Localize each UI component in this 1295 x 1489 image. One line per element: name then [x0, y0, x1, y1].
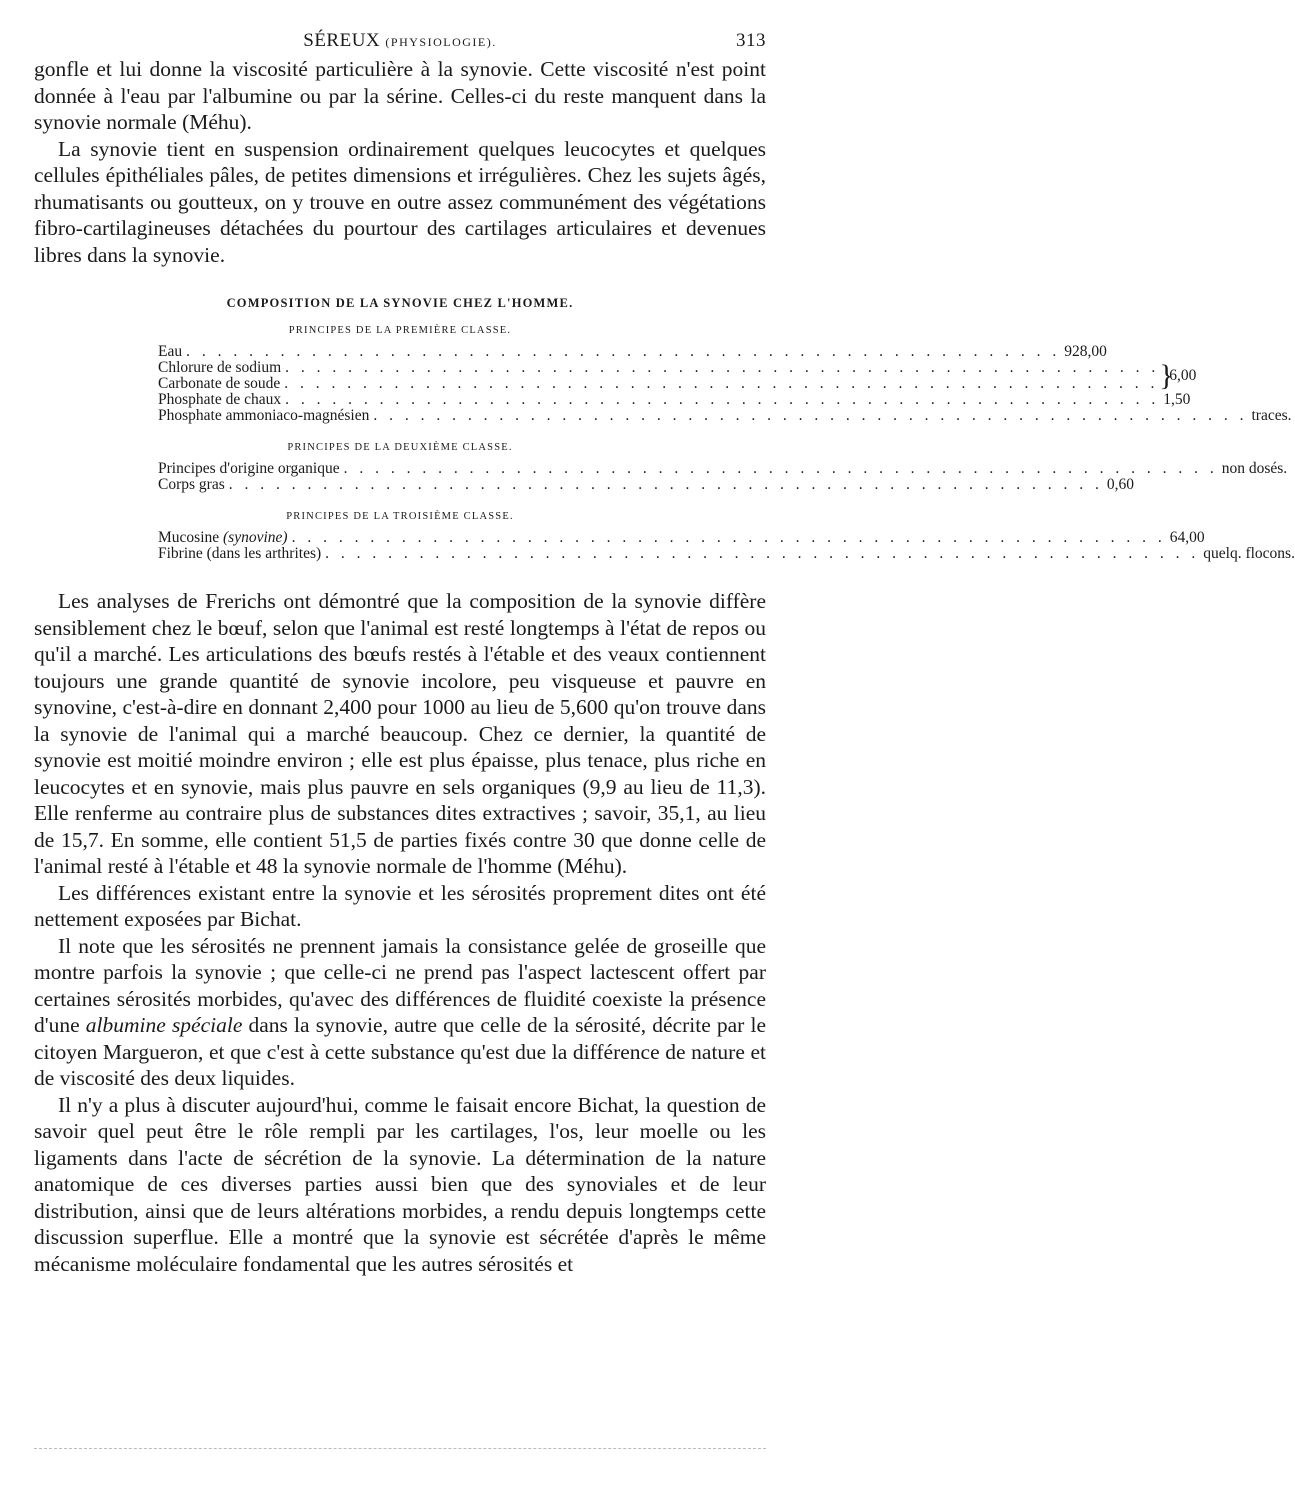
- class-2-title: PRINCIPES DE LA DEUXIÈME CLASSE.: [287, 442, 513, 453]
- bracketed-sub-rows: [158, 360, 1163, 392]
- leader-dots: [285, 392, 1159, 408]
- class-1-title: PRINCIPES DE LA PREMIÈRE CLASSE.: [288, 325, 512, 336]
- paragraph-5: [34, 933, 766, 1092]
- row-label: Eau: [158, 343, 183, 360]
- running-title-main: SÉREUX: [303, 30, 381, 51]
- class-1-rows: [158, 343, 1292, 424]
- table-row: [158, 360, 1163, 376]
- table-row: [158, 407, 1292, 424]
- table-row: [158, 476, 1134, 493]
- paragraph-3: Les analyses de Frerichs ont démontré que la composition de la synovie diffère sensiblement chez le bœuf, selon que l'animal est resté longtemps à l'état de repos ou qu'il a marché. Les articulations des bœufs restés à l'étable et des veaux contiennent toujours une grande quantité de synovie incolore, peu visqueuse et pauvre en synovine, c'est-à-dire en donnant 2,400 pour 1000 au lieu de 5,600 qu'on trouve dans la synovie de l'animal qui a marché beaucoup. Chez ce dernier, la quantité de synovie est moitié moindre environ ; elle est plus épaisse, plus tenace, plus riche en leucocytes et en synovie, mais plus pauvre en sels organiques (9,9 au lieu de 11,3). Elle renferme au contraire plus de substances dites extractives ; savoir, 35,1, au lieu de 15,7. En somme, elle contient 51,5 de parties fixés contre 30 que donne celle de l'animal resté à l'étable et 48 la synovie normale de l'homme (Méhu).: [34, 589, 766, 878]
- running-header: [34, 30, 766, 56]
- row-label: Fibrine (dans les arthrites): [158, 545, 322, 562]
- row-label: Corps gras: [158, 476, 225, 493]
- paragraph-5-part-a: Il note que les sérosités ne prennent jamais la consistance gelée de groseille que montre parfois la synovie ; que celle-ci ne prend pas l'aspect lactescent offert par certaines sérosités morbides, qu'avec des différences de fluidité coexiste la présence d'une: [34, 933, 766, 1037]
- row-value: 1,50: [1163, 391, 1191, 408]
- table-row: [158, 376, 1163, 392]
- table-title: COMPOSITION DE LA SYNOVIE CHEZ L'HOMME.: [226, 296, 574, 310]
- paragraph-1: gonfle et lui donne la viscosité particulière à la synovie. Cette viscosité n'est point donnée à l'eau par l'albumine ou par la sérine. Celles-ci du reste manquent dans la synovie normale (Méhu).: [34, 57, 766, 134]
- class-3-rows: [158, 529, 1295, 562]
- leader-dots: [292, 530, 1166, 546]
- paragraph-5-emphasis: albumine spéciale: [85, 1013, 243, 1037]
- row-label-italic: (synovine): [223, 529, 288, 546]
- footer-rule: [34, 1448, 766, 1449]
- table-row: [158, 343, 1107, 360]
- paragraph-5-part-b: dans la synovie, autre que celle de la sérosité, décrite par le citoyen Margueron, et que c'est à cette substance qu'est due la différence de nature et de viscosité des deux liquides.: [34, 1013, 766, 1090]
- brace-mark: }: [1159, 359, 1174, 392]
- class-2-rows: [158, 460, 1288, 493]
- running-title-sub: (PHYSIOLOGIE).: [385, 35, 497, 49]
- table-row: [158, 545, 1295, 562]
- table-row: [158, 460, 1288, 477]
- row-label: [158, 530, 288, 546]
- row-label: Phosphate ammoniaco-magnésien: [158, 407, 370, 424]
- row-label: Chlorure de sodium: [158, 359, 282, 376]
- page: [34, 30, 1295, 1277]
- row-value: 64,00: [1169, 529, 1205, 546]
- row-value: 928,00: [1064, 343, 1107, 360]
- paragraph-6: Il n'y a plus à discuter aujourd'hui, comme le faisait encore Bichat, la question de savoir quel peut être le rôle rempli par les cartilages, l'os, leur moelle ou les ligaments dans l'acte de sécrétion de la synovie. La détermination de la nature anatomique de ces diverses parties aussi bien que des synoviales et de leur distribution, ainsi que de leurs altérations morbides, a rendu depuis longtemps cette discussion superflue. Elle a montré que la synovie est sécrétée d'après le même mécanisme moléculaire fondamental que les autres sérosités et: [34, 1092, 766, 1276]
- leader-dots: [285, 360, 1159, 376]
- leader-dots: [284, 376, 1159, 392]
- row-value: traces.: [1251, 407, 1292, 424]
- row-label: Carbonate de soude: [158, 375, 281, 392]
- leader-dots: [373, 408, 1247, 424]
- row-label: Phosphate de chaux: [158, 391, 282, 408]
- composition-table: [34, 296, 1295, 562]
- row-label-main: Mucosine: [158, 529, 220, 546]
- row-value: non dosés.: [1221, 460, 1288, 477]
- row-value: 6,00: [1169, 367, 1197, 384]
- running-title: [34, 30, 766, 52]
- leader-dots: [344, 461, 1218, 477]
- row-value: 0,60: [1106, 476, 1134, 493]
- bracketed-rows: [158, 359, 1197, 392]
- leader-dots: [325, 546, 1199, 562]
- table-row: [158, 529, 1205, 546]
- row-label: Principes d'origine organique: [158, 460, 340, 477]
- page-number: 313: [736, 30, 766, 51]
- table-row: [158, 391, 1191, 408]
- leader-dots: [229, 477, 1103, 493]
- row-value: quelq. flocons.: [1203, 545, 1295, 562]
- leader-dots: [186, 344, 1060, 360]
- paragraph-2: La synovie tient en suspension ordinairement quelques leucocytes et quelques cellules épithéliales pâles, de petites dimensions et irrégulières. Chez les sujets âgés, rhumatisants ou goutteux, on y trouve en outre assez communément des végétations fibro-cartilagineuses détachées du pourtour des cartilages articulaires et devenues libres dans la synovie.: [34, 136, 766, 267]
- paragraph-4: Les différences existant entre la synovie et les sérosités proprement dites ont été nettement exposées par Bichat.: [34, 880, 766, 931]
- class-3-title: PRINCIPES DE LA TROISIÈME CLASSE.: [286, 511, 514, 522]
